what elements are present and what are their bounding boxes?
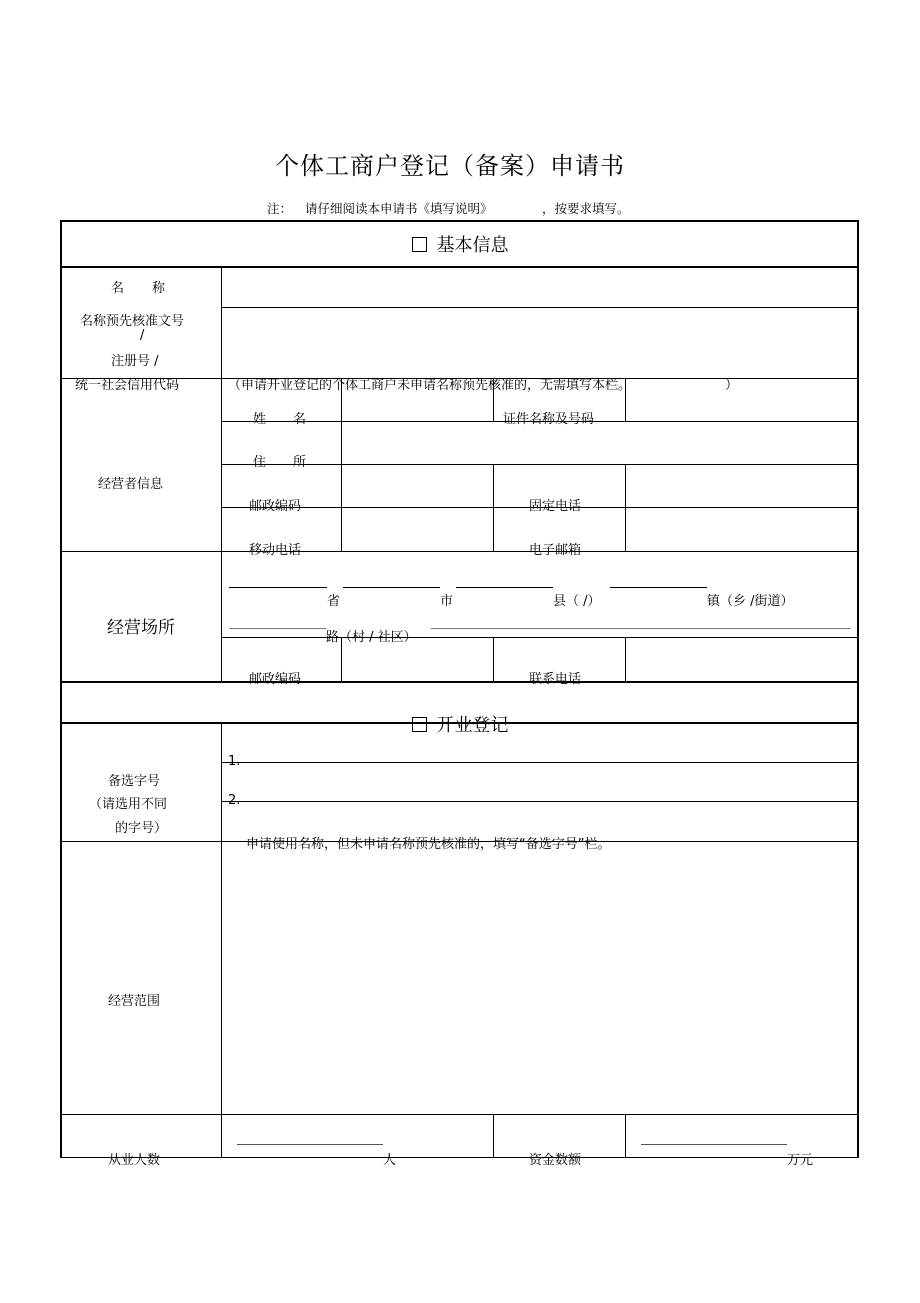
page-title: 个体工商户登记（备案）申请书 — [275, 152, 625, 180]
alt-2-label: 2. — [228, 793, 241, 808]
place-postcode-label: 邮政编码 — [249, 672, 302, 687]
note-label: 注： — [267, 201, 293, 216]
capital-blank[interactable] — [641, 1144, 787, 1145]
city-blank[interactable] — [343, 587, 440, 588]
name-input[interactable] — [223, 268, 856, 306]
alt-1-label: 1. — [228, 754, 241, 769]
note-text: 请仔细阅读本申请书《填写说明》 — [305, 201, 493, 216]
note-suffix: ，按要求填写。 — [542, 201, 630, 216]
county-blank[interactable] — [456, 587, 553, 588]
op-mobile-input[interactable] — [342, 508, 492, 550]
op-addr-label-2: 所 — [293, 455, 307, 470]
op-email-label: 电子邮箱 — [529, 543, 582, 558]
row-sep — [60, 551, 859, 552]
section-basic-heading — [0, 231, 920, 257]
op-postcode-label: 邮政编码 — [249, 499, 302, 514]
approval-input[interactable] — [223, 308, 856, 377]
op-addr-label-1: 住 — [253, 455, 267, 470]
alt-label-2: （请选用不同 — [89, 797, 168, 812]
alt-label-3: 的字号） — [115, 821, 168, 836]
section-basic-title: 基本信息 — [436, 235, 509, 256]
op-mobile-label: 移动电话 — [249, 543, 302, 558]
approval-hint-close: ） — [725, 378, 739, 393]
col-sep — [493, 464, 494, 551]
op-postcode-input[interactable] — [342, 465, 492, 506]
table-border-top — [60, 220, 859, 222]
approval-hint: （申请开业登记的个体工商户未申请名称预先核准的，无需填写本栏。 — [228, 378, 632, 393]
place-phone-label: 联系电话 — [529, 672, 582, 687]
op-name-label-2: 名 — [293, 412, 307, 427]
row-sep — [222, 801, 859, 802]
op-name-label-1: 姓 — [253, 412, 267, 427]
col-sep — [493, 1114, 494, 1157]
staff-label: 从业人数 — [108, 1153, 161, 1168]
table-border-bottom — [60, 1157, 859, 1158]
alt-label-1: 备选字号 — [108, 774, 161, 789]
op-phone-label: 固定电话 — [529, 499, 582, 514]
alt-hint: 申请使用名称，但未申请名称预先核准的，填写“备选字号”栏。 — [246, 837, 611, 852]
road-blank[interactable] — [229, 628, 326, 629]
staff-blank[interactable] — [237, 1144, 383, 1145]
place-city: 市 — [440, 594, 454, 609]
approval-label-4: 统一社会信用代码 — [75, 378, 180, 393]
name-label-1: 名 — [111, 281, 125, 296]
table-border-right — [857, 220, 859, 1158]
row-sep — [60, 681, 859, 683]
capital-unit: 万元 — [787, 1153, 814, 1168]
operator-label: 经营者信息 — [98, 477, 164, 492]
table-border-left — [60, 220, 62, 1158]
op-phone-input[interactable] — [626, 465, 856, 506]
place-road: 路（村 / 社区） — [326, 630, 417, 645]
scope-label: 经营范围 — [108, 994, 161, 1009]
op-name-input[interactable] — [342, 379, 492, 420]
place-town: 镇（乡 /街道） — [707, 594, 794, 609]
province-blank[interactable] — [229, 587, 327, 588]
town-blank[interactable] — [610, 587, 707, 588]
approval-label-2: / — [140, 328, 145, 343]
section-opening-title: 开业登记 — [436, 715, 509, 736]
op-id-label: 证件名称及号码 — [503, 412, 595, 427]
place-county: 县（ /） — [553, 594, 601, 609]
col-sep — [625, 1114, 626, 1157]
place-label: 经营场所 — [107, 618, 175, 638]
op-email-input[interactable] — [626, 508, 856, 550]
checkbox-basic[interactable] — [412, 237, 427, 252]
place-phone-input[interactable] — [626, 638, 856, 680]
place-postcode-input[interactable] — [342, 638, 492, 680]
place-province: 省 — [327, 594, 341, 609]
capital-label: 资金数额 — [529, 1153, 582, 1168]
row-sep — [60, 1114, 859, 1115]
road-detail-blank[interactable] — [431, 628, 851, 629]
approval-label-1: 名称预先核准文号 — [80, 314, 185, 329]
alt-1-input[interactable] — [245, 724, 856, 761]
col-sep — [221, 266, 222, 681]
op-id-input[interactable] — [626, 379, 856, 420]
op-address-input[interactable] — [342, 422, 856, 463]
staff-unit: 人 — [383, 1153, 397, 1168]
scope-input[interactable] — [223, 842, 856, 1113]
col-sep — [221, 723, 222, 1157]
col-sep — [493, 637, 494, 681]
name-label-2: 称 — [152, 281, 166, 296]
alt-2-input[interactable] — [245, 763, 856, 800]
approval-label-3: 注册号 / — [111, 354, 159, 369]
